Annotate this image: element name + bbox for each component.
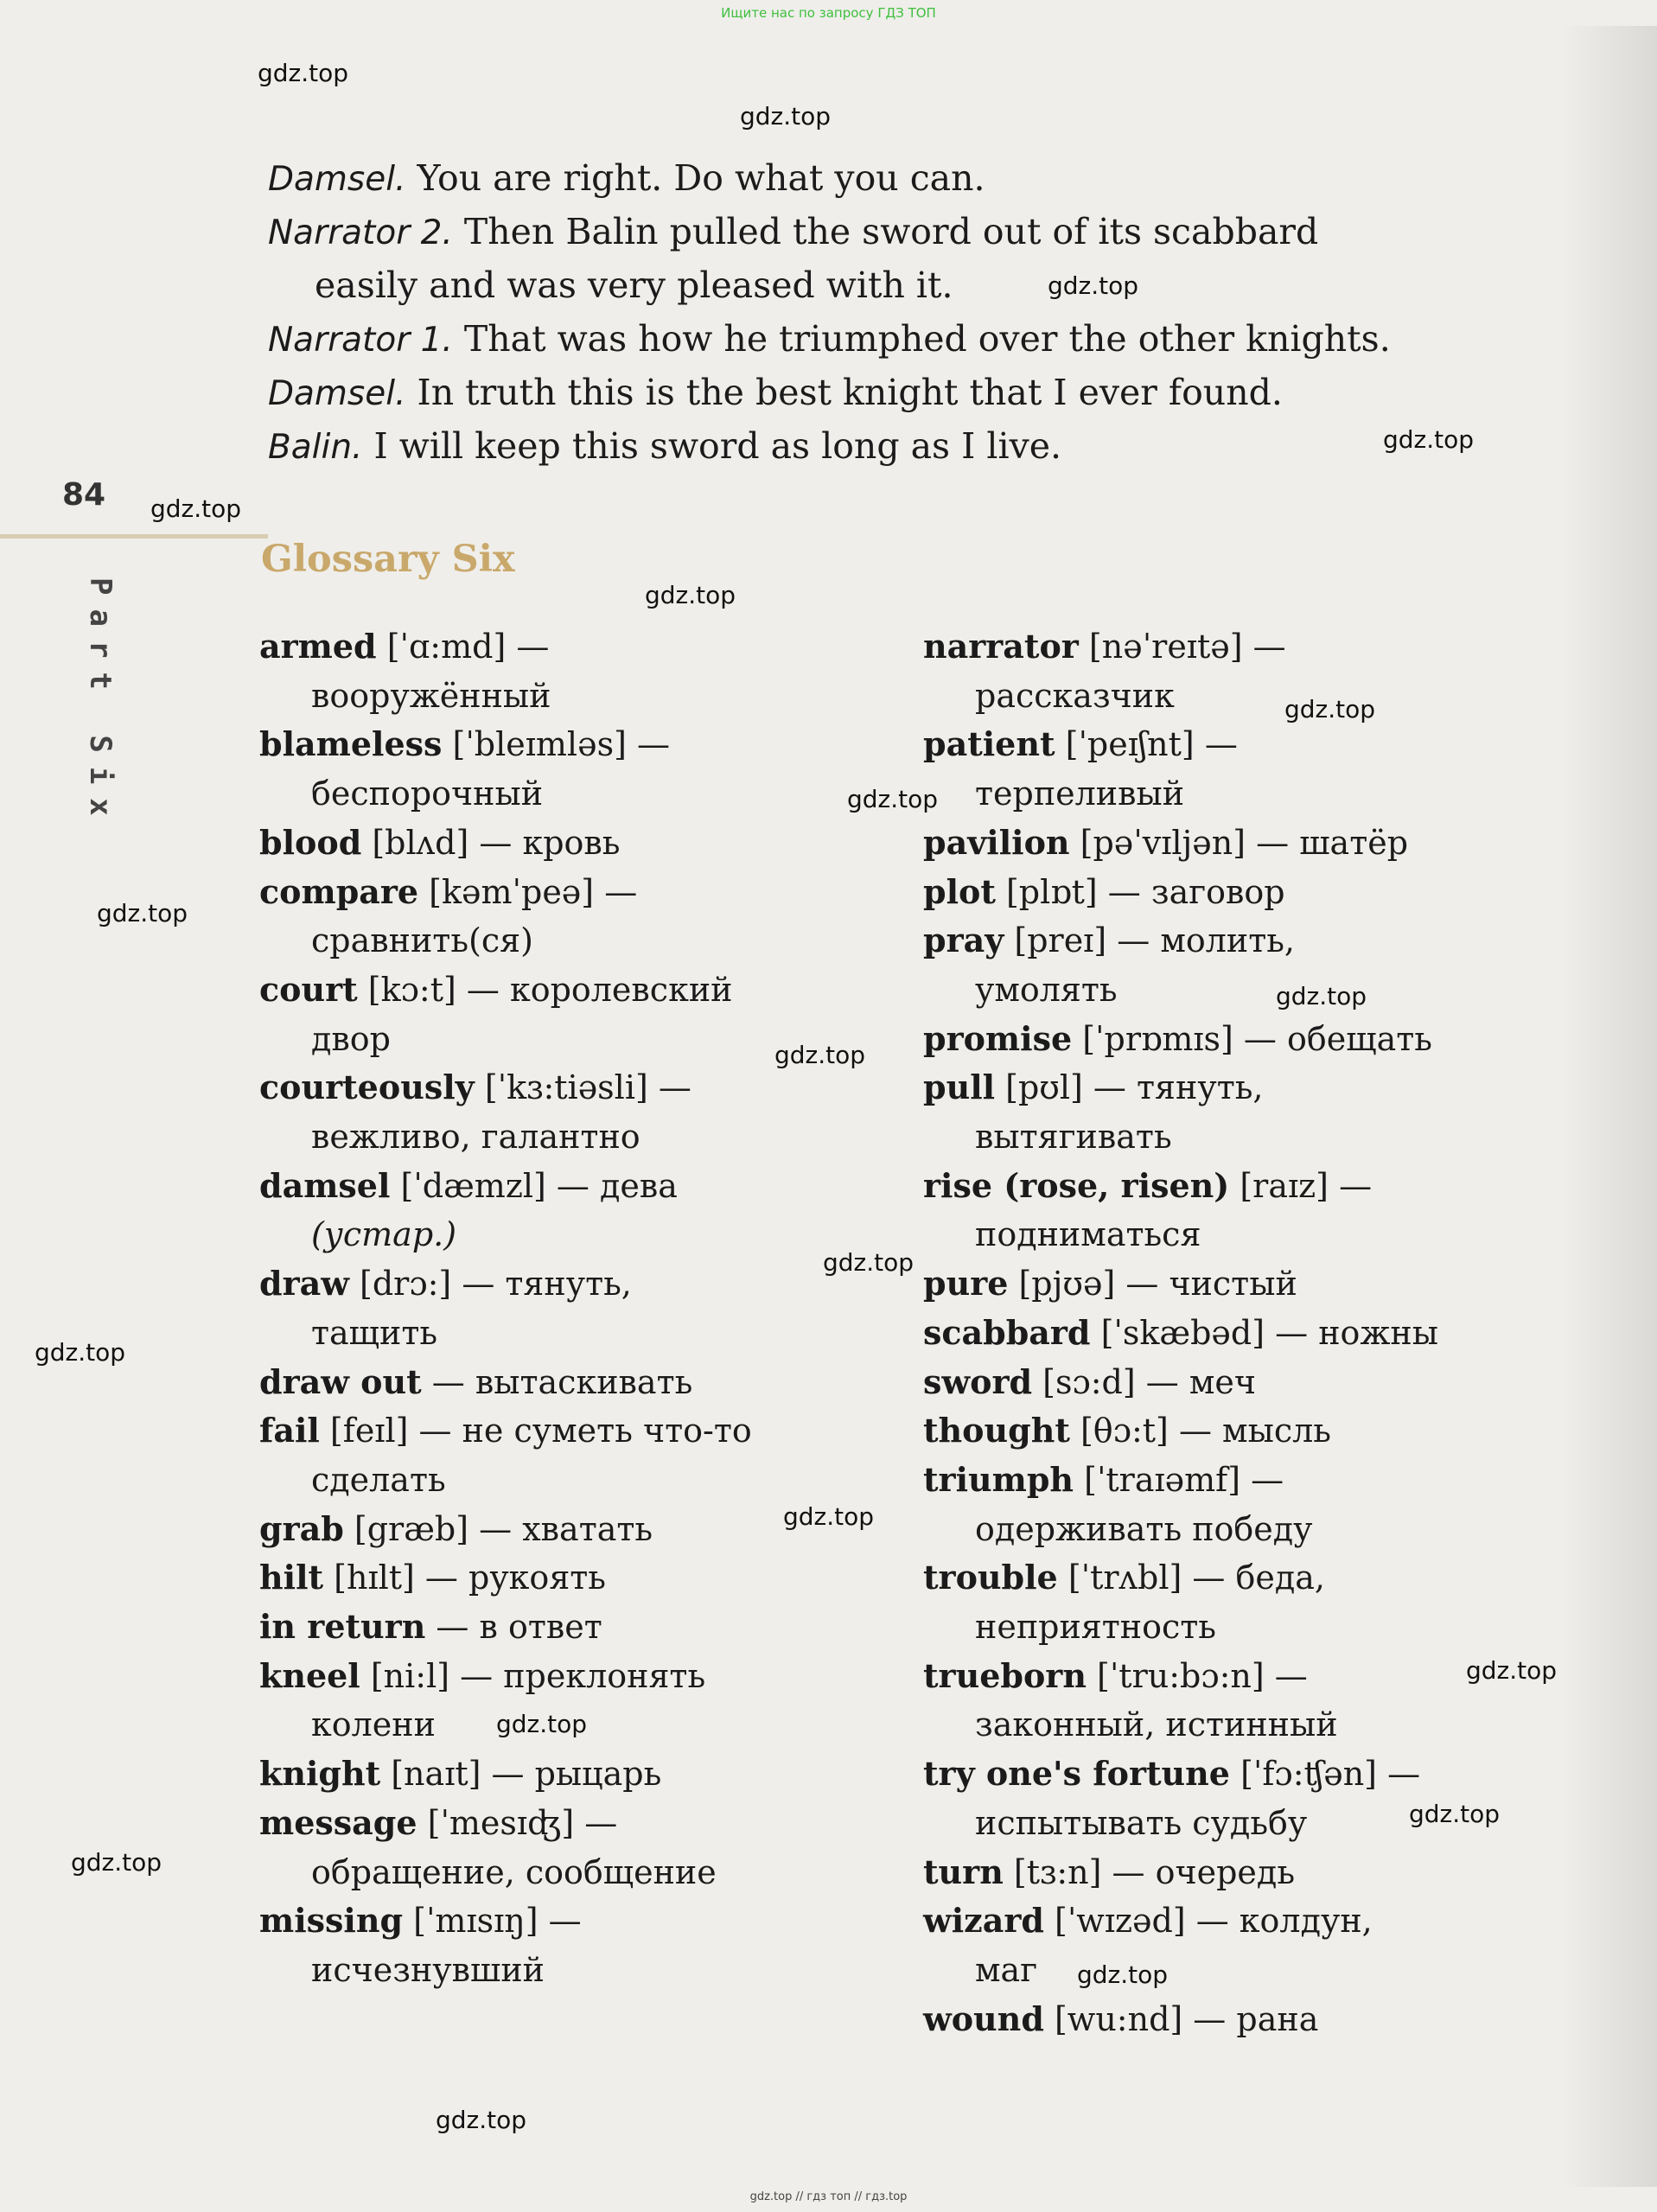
watermark: gdz.top — [783, 1502, 875, 1531]
glossary-word: damsel — [259, 1165, 391, 1205]
glossary-translation: обращение, сообщение — [311, 1852, 717, 1891]
glossary-definition: [wu:nd] — рана — [1043, 1999, 1319, 2038]
glossary-definition: [ˈmesɪʤ] — — [417, 1803, 618, 1842]
glossary-word: pure — [923, 1264, 1009, 1304]
glossary-definition: [plɒt] — заговор — [995, 872, 1285, 911]
glossary-definition: [pjʊə] — чистый — [1008, 1265, 1297, 1304]
glossary-word: pray — [923, 921, 1004, 960]
glossary-word: try one's fortune — [923, 1754, 1230, 1794]
glossary-word: courteously — [259, 1068, 475, 1107]
glossary-entry — [923, 1896, 1545, 1994]
glossary-definition: — в ответ — [425, 1608, 602, 1647]
dialogue-line — [268, 420, 1513, 474]
part-label: Part Six — [83, 577, 118, 830]
glossary-entry — [923, 1406, 1545, 1456]
bottom-note: gdz.top // гдз топ // гдз.top — [749, 2190, 908, 2203]
glossary-column-right — [923, 622, 1545, 2043]
glossary-translation: вежливо, галантно — [311, 1118, 640, 1157]
watermark: gdz.top — [740, 102, 832, 131]
glossary-entry — [259, 1750, 882, 1799]
glossary-definition: [drɔ:] — тянуть, — [348, 1265, 632, 1304]
glossary-translation: тащить — [311, 1313, 438, 1352]
line-text: easily and was very pleased with it. — [315, 265, 953, 306]
glossary-translation: вооружённый — [311, 676, 551, 715]
glossary-word: pavilion — [923, 822, 1070, 862]
glossary-word: sword — [923, 1361, 1033, 1401]
glossary-word: hilt — [259, 1558, 324, 1597]
glossary-definition: [ˈbleɪmləs] — — [442, 725, 670, 764]
glossary-word: trueborn — [923, 1655, 1087, 1695]
watermark: gdz.top — [847, 785, 939, 813]
glossary-translation: колени — [311, 1705, 436, 1744]
glossary-word: court — [259, 969, 358, 1009]
glossary-title: Glossary Six — [261, 538, 515, 581]
glossary-definition: [ˈdæmzl] — дева — [390, 1166, 678, 1205]
glossary-translation: двор — [311, 1019, 391, 1058]
glossary-word: wound — [923, 1998, 1044, 2038]
glossary-word: pull — [923, 1068, 996, 1107]
glossary-word: turn — [923, 1852, 1004, 1891]
glossary-definition: — вытаскивать — [421, 1362, 693, 1401]
glossary-entry — [923, 1063, 1545, 1161]
watermark: gdz.top — [1284, 695, 1376, 724]
glossary-word: trouble — [923, 1558, 1058, 1597]
glossary-entry — [923, 1995, 1545, 2044]
glossary-column-left — [259, 622, 882, 1995]
glossary-definition: [hɪlt] — рукоять — [323, 1559, 606, 1597]
watermark: gdz.top — [645, 581, 736, 609]
glossary-definition: [pəˈvɪljən] — шатёр — [1069, 823, 1409, 862]
glossary-entry — [923, 1848, 1545, 1897]
watermark: gdz.top — [823, 1248, 915, 1277]
glossary-translation: терпеливый — [975, 775, 1185, 813]
glossary-definition: [blʌd] — кровь — [361, 823, 621, 862]
glossary-definition: [θɔ:t] — мысль — [1069, 1412, 1331, 1450]
watermark: gdz.top — [150, 494, 242, 523]
glossary-translation: беспорочный — [311, 775, 544, 813]
glossary-definition: [ˈprɒmɪs] — обещать — [1072, 1019, 1432, 1058]
glossary-entry — [923, 1750, 1545, 1847]
line-text: In truth this is the best knight that I ever found. — [405, 372, 1283, 413]
glossary-word: knight — [259, 1754, 381, 1794]
glossary-usage-note: (устар.) — [311, 1215, 457, 1254]
glossary-definition: [sɔ:d] — меч — [1032, 1362, 1257, 1401]
glossary-word: triumph — [923, 1459, 1074, 1499]
glossary-translation — [259, 1210, 882, 1259]
dialogue-line — [268, 367, 1513, 420]
glossary-entry — [259, 622, 882, 720]
speaker: Narrator 2. — [268, 214, 453, 252]
glossary-translation: законный, истинный — [975, 1705, 1338, 1744]
dialogue-line — [268, 259, 1513, 313]
speaker: Narrator 1. — [268, 321, 453, 360]
glossary-definition: [ˈskæbəd] — ножны — [1090, 1313, 1438, 1352]
page-number-rule — [0, 534, 268, 539]
glossary-definition: [ˈfɔ:ʧən] — — [1230, 1755, 1421, 1794]
dialogue-line — [268, 152, 1513, 206]
line-text: Then Balin pulled the sword out of its scabbard — [452, 211, 1319, 252]
glossary-definition: [ˈtrʌbl] — беда, — [1057, 1559, 1325, 1597]
glossary-translation: сравнить(ся) — [311, 921, 533, 960]
watermark: gdz.top — [1048, 271, 1139, 300]
glossary-word: blood — [259, 822, 362, 862]
watermark: gdz.top — [1409, 1800, 1501, 1828]
glossary-entry — [259, 868, 882, 966]
line-text: I will keep this sword as long as I live. — [362, 425, 1062, 467]
glossary-entry — [259, 1603, 882, 1652]
glossary-entry — [923, 1358, 1545, 1407]
watermark: gdz.top — [1077, 1960, 1169, 1989]
glossary-definition: [ˈwɪzəd] — колдун, — [1043, 1902, 1373, 1941]
glossary-translation: рассказчик — [975, 676, 1175, 715]
glossary-entry — [259, 1896, 882, 1994]
glossary-definition: [feɪl] — не суметь что-то — [319, 1412, 752, 1450]
glossary-entry — [259, 1553, 882, 1603]
glossary-entry — [259, 1259, 882, 1357]
glossary-entry — [259, 1358, 882, 1407]
glossary-entry — [259, 819, 882, 868]
glossary-definition: [ni:l] — преклонять — [360, 1656, 706, 1695]
page-number: 84 — [62, 477, 106, 513]
glossary-entry — [923, 622, 1545, 720]
glossary-word: grab — [259, 1508, 344, 1548]
glossary-word: message — [259, 1802, 417, 1842]
glossary-definition: [nəˈreɪtə] — — [1078, 628, 1286, 666]
glossary-translation: умолять — [975, 970, 1118, 1009]
glossary-entry — [259, 1406, 882, 1504]
glossary-word: patient — [923, 724, 1055, 764]
glossary-entry — [923, 1456, 1545, 1553]
speaker: Damsel. — [268, 374, 406, 413]
glossary-translation: исчезнувший — [311, 1950, 545, 1989]
watermark: gdz.top — [496, 1710, 588, 1738]
glossary-word: compare — [259, 871, 419, 911]
watermark: gdz.top — [35, 1338, 126, 1367]
dialogue-line — [268, 206, 1513, 259]
speaker: Damsel. — [268, 160, 406, 199]
watermark: gdz.top — [1466, 1656, 1558, 1685]
glossary-definition: [raɪz] — — [1229, 1166, 1373, 1205]
glossary-entry — [923, 720, 1545, 818]
glossary-entry — [923, 1162, 1545, 1259]
glossary-entry — [923, 1259, 1545, 1309]
watermark: gdz.top — [774, 1041, 866, 1069]
glossary-definition: [ˈtru:bɔ:n] — — [1086, 1656, 1308, 1695]
glossary-word: rise (rose, risen) — [923, 1165, 1230, 1205]
glossary-definition: [kəmˈpeə] — — [418, 872, 638, 911]
glossary-definition: [ˈpeɪʃnt] — — [1055, 725, 1238, 764]
glossary-translation: подниматься — [975, 1215, 1201, 1254]
glossary-word: thought — [923, 1411, 1070, 1450]
glossary-word: missing — [259, 1901, 404, 1941]
top-search-note: Ищите нас по запросу ГДЗ ТОП — [721, 5, 936, 21]
glossary-translation: испытывать судьбу — [975, 1803, 1308, 1842]
glossary-entry — [259, 1063, 882, 1161]
glossary-word: draw — [259, 1264, 349, 1304]
glossary-translation: маг — [975, 1950, 1038, 1989]
dialogue-block — [268, 152, 1513, 474]
glossary-definition: [naɪt] — рыцарь — [380, 1755, 662, 1794]
glossary-entry — [923, 916, 1545, 1014]
line-text: You are right. Do what you can. — [405, 157, 985, 199]
glossary-word: armed — [259, 627, 377, 666]
speaker: Balin. — [268, 428, 363, 467]
glossary-word: scabbard — [923, 1312, 1091, 1352]
glossary-word: draw out — [259, 1361, 422, 1401]
glossary-definition: [ˈtraɪəmf] — — [1074, 1460, 1284, 1499]
glossary-entry — [259, 720, 882, 818]
glossary-word: fail — [259, 1411, 320, 1450]
glossary-entry — [923, 819, 1545, 868]
glossary-definition: [tɜ:n] — очередь — [1003, 1852, 1296, 1891]
glossary-entry — [923, 1553, 1545, 1651]
watermark: gdz.top — [1383, 425, 1475, 454]
glossary-word: blameless — [259, 724, 443, 764]
glossary-definition: [kɔ:t] — королевский — [357, 970, 733, 1009]
watermark: gdz.top — [436, 2106, 527, 2134]
glossary-word: kneel — [259, 1655, 360, 1695]
glossary-word: plot — [923, 871, 996, 911]
glossary-entry — [259, 1162, 882, 1259]
glossary-word: wizard — [923, 1901, 1044, 1941]
glossary-translation: одерживать победу — [975, 1509, 1313, 1548]
glossary-translation: сделать — [311, 1460, 446, 1499]
glossary-translation: неприятность — [975, 1608, 1216, 1647]
watermark: gdz.top — [258, 59, 349, 87]
glossary-word: promise — [923, 1018, 1073, 1058]
watermark: gdz.top — [1276, 982, 1367, 1010]
glossary-definition: [pʊl] — тянуть, — [995, 1068, 1264, 1107]
glossary-word: narrator — [923, 627, 1079, 666]
dialogue-line — [268, 313, 1513, 367]
glossary-entry — [923, 1652, 1545, 1750]
glossary-entry — [923, 1309, 1545, 1358]
glossary-definition: [ˈkɜ:tiəsli] — — [474, 1068, 691, 1107]
page-fold-shadow — [1562, 26, 1657, 2187]
line-text: That was how he triumphed over the other knights. — [452, 318, 1391, 360]
watermark: gdz.top — [71, 1848, 163, 1877]
watermark: gdz.top — [97, 899, 188, 928]
glossary-word: in return — [259, 1607, 426, 1647]
glossary-entry — [259, 1799, 882, 1896]
glossary-entry — [923, 868, 1545, 917]
glossary-definition: [græb] — хватать — [343, 1509, 653, 1548]
glossary-definition: [preɪ] — молить, — [1004, 921, 1296, 960]
glossary-entry — [923, 1015, 1545, 1064]
glossary-definition: [ˈɑ:md] — — [376, 628, 550, 666]
glossary-translation: вытягивать — [975, 1118, 1172, 1157]
glossary-definition: [ˈmɪsɪŋ] — — [403, 1902, 582, 1941]
